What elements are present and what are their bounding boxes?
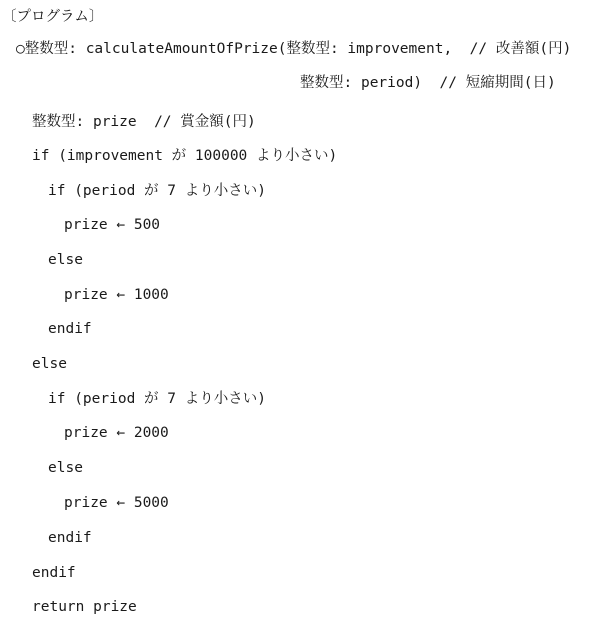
code-line: else [48, 252, 83, 268]
code-line: else [32, 356, 67, 372]
code-line: endif [48, 321, 92, 337]
code-line: prize ← 2000 [64, 425, 169, 441]
code-line: else [48, 460, 83, 476]
code-line: prize ← 1000 [64, 287, 169, 303]
code-line: endif [32, 565, 76, 581]
code-line: prize ← 500 [64, 217, 161, 233]
variable-declaration: 整数型: prize // 賞金額(円) [32, 114, 256, 130]
code-line: if (period が 7 より小さい) [48, 183, 266, 199]
function-parameter: 整数型: period) // 短縮期間(日) [300, 75, 556, 91]
code-line: prize ← 5000 [64, 495, 169, 511]
function-signature: ○整数型: calculateAmountOfPrize(整数型: improvement, // 改善額(円) [16, 41, 572, 57]
code-line: return prize [32, 599, 137, 615]
code-line: if (period が 7 より小さい) [48, 391, 266, 407]
code-line: if (improvement が 100000 より小さい) [32, 148, 338, 164]
program-heading: 〔プログラム〕 [2, 9, 104, 25]
code-line: endif [48, 530, 92, 546]
